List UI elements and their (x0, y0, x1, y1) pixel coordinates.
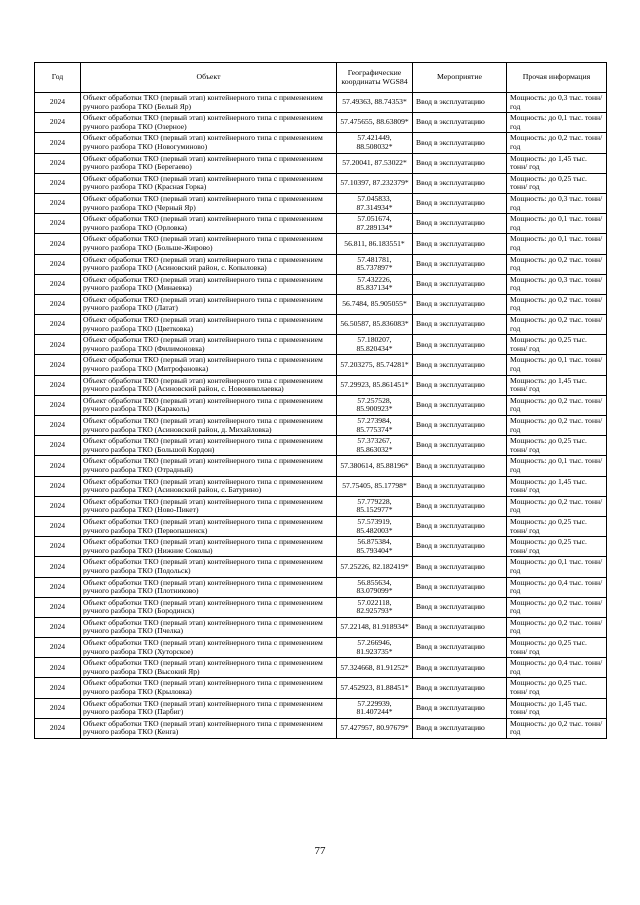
table-row (35, 315, 607, 335)
cell-year: 2024 (35, 274, 81, 294)
cell-info: Мощность: до 0,3 тыс. тонн/ год (507, 93, 607, 113)
table-row (35, 456, 607, 476)
cell-event: Ввод в эксплуатацию (413, 456, 507, 476)
table-row (35, 133, 607, 153)
cell-event: Ввод в эксплуатацию (413, 416, 507, 436)
cell-coords: 57.022118, 82.925793* (337, 597, 413, 617)
cell-object: Объект обработки ТКО (первый этап) контейнерного типа с применением ручного разбора ТКО (Митрофановка) (81, 355, 337, 375)
cell-info: Мощность: до 0,25 тыс. тонн/ год (507, 638, 607, 658)
cell-object: Объект обработки ТКО (первый этап) контейнерного типа с применением ручного разбора ТКО (Черный Яр) (81, 193, 337, 213)
cell-event: Ввод в эксплуатацию (413, 315, 507, 335)
cell-year: 2024 (35, 577, 81, 597)
cell-coords: 57.25226, 82.182419* (337, 557, 413, 577)
table-row (35, 153, 607, 173)
cell-year: 2024 (35, 638, 81, 658)
cell-coords: 57.266946, 81.923735* (337, 638, 413, 658)
cell-object: Объект обработки ТКО (первый этап) контейнерного типа с применением ручного разбора ТКО (Филимоновка) (81, 335, 337, 355)
cell-object: Объект обработки ТКО (первый этап) контейнерного типа с применением ручного разбора ТКО (Озерное) (81, 113, 337, 133)
cell-event: Ввод в эксплуатацию (413, 658, 507, 678)
cell-info: Мощность: до 0,1 тыс. тонн/ год (507, 113, 607, 133)
cell-info: Мощность: до 0,3 тыс. тонн/ год (507, 274, 607, 294)
cell-year: 2024 (35, 597, 81, 617)
facilities-table (34, 62, 607, 739)
cell-info: Мощность: до 0,2 тыс. тонн/ год (507, 617, 607, 637)
table-row (35, 214, 607, 234)
cell-event: Ввод в эксплуатацию (413, 375, 507, 395)
page-number: 77 (314, 845, 326, 857)
cell-info: Мощность: до 0,2 тыс. тонн/ год (507, 294, 607, 314)
table-row (35, 355, 607, 375)
cell-object: Объект обработки ТКО (первый этап) контейнерного типа с применением ручного разбора ТКО (Больше-Жирово) (81, 234, 337, 254)
table-row (35, 678, 607, 698)
cell-info: Мощность: до 0,2 тыс. тонн/ год (507, 254, 607, 274)
cell-object: Объект обработки ТКО (первый этап) контейнерного типа с применением ручного разбора ТКО (Крыловка) (81, 678, 337, 698)
cell-info: Мощность: до 0,25 тыс. тонн/ год (507, 678, 607, 698)
cell-event: Ввод в эксплуатацию (413, 718, 507, 738)
cell-year: 2024 (35, 516, 81, 536)
cell-coords: 57.257528, 85.900923* (337, 395, 413, 415)
cell-object: Объект обработки ТКО (первый этап) контейнерного типа с применением ручного разбора ТКО (Латат) (81, 294, 337, 314)
table-row (35, 597, 607, 617)
cell-year: 2024 (35, 375, 81, 395)
cell-coords: 57.045833, 87.314934* (337, 193, 413, 213)
cell-object: Объект обработки ТКО (первый этап) контейнерного типа с применением ручного разбора ТКО (Плотниково) (81, 577, 337, 597)
cell-info: Мощность: до 0,2 тыс. тонн/ год (507, 133, 607, 153)
cell-event: Ввод в эксплуатацию (413, 214, 507, 234)
cell-info: Мощность: до 0,2 тыс. тонн/ год (507, 496, 607, 516)
cell-object: Объект обработки ТКО (первый этап) контейнерного типа с применением ручного разбора ТКО (Отрадный) (81, 456, 337, 476)
table-row (35, 577, 607, 597)
table-row (35, 416, 607, 436)
cell-year: 2024 (35, 234, 81, 254)
cell-event: Ввод в эксплуатацию (413, 173, 507, 193)
cell-coords: 57.75405, 85.17798* (337, 476, 413, 496)
table-row (35, 698, 607, 718)
cell-coords: 57.380614, 85.88196* (337, 456, 413, 476)
cell-info: Мощность: до 1,45 тыс. тонн/ год (507, 375, 607, 395)
cell-object: Объект обработки ТКО (первый этап) контейнерного типа с применением ручного разбора ТКО (Нижние Соколы) (81, 537, 337, 557)
cell-object: Объект обработки ТКО (первый этап) контейнерного типа с применением ручного разбора ТКО (Высокий Яр) (81, 658, 337, 678)
cell-coords: 56.855634, 83.079099* (337, 577, 413, 597)
cell-year: 2024 (35, 456, 81, 476)
cell-coords: 56.875384, 85.793404* (337, 537, 413, 557)
cell-event: Ввод в эксплуатацию (413, 153, 507, 173)
cell-object: Объект обработки ТКО (первый этап) контейнерного типа с применением ручного разбора ТКО (Первопашенск) (81, 516, 337, 536)
table-row (35, 476, 607, 496)
cell-event: Ввод в эксплуатацию (413, 678, 507, 698)
cell-object: Объект обработки ТКО (первый этап) контейнерного типа с применением ручного разбора ТКО (Новогуминово) (81, 133, 337, 153)
cell-info: Мощность: до 0,2 тыс. тонн/ год (507, 597, 607, 617)
header-year: Год (35, 63, 81, 93)
cell-info: Мощность: до 0,1 тыс. тонн/ год (507, 355, 607, 375)
cell-info: Мощность: до 0,2 тыс. тонн/ год (507, 395, 607, 415)
cell-year: 2024 (35, 718, 81, 738)
cell-info: Мощность: до 0,4 тыс. тонн/ год (507, 658, 607, 678)
cell-year: 2024 (35, 294, 81, 314)
cell-object: Объект обработки ТКО (первый этап) контейнерного типа с применением ручного разбора ТКО (Большой Кордон) (81, 436, 337, 456)
cell-year: 2024 (35, 436, 81, 456)
table-row (35, 638, 607, 658)
cell-coords: 57.421449, 88.508032* (337, 133, 413, 153)
cell-year: 2024 (35, 153, 81, 173)
cell-object: Объект обработки ТКО (первый этап) контейнерного типа с применением ручного разбора ТКО (Цветковка) (81, 315, 337, 335)
cell-year: 2024 (35, 395, 81, 415)
cell-event: Ввод в эксплуатацию (413, 193, 507, 213)
cell-coords: 57.49363, 88.74353* (337, 93, 413, 113)
cell-event: Ввод в эксплуатацию (413, 234, 507, 254)
cell-event: Ввод в эксплуатацию (413, 294, 507, 314)
header-info: Прочая информация (507, 63, 607, 93)
cell-event: Ввод в эксплуатацию (413, 557, 507, 577)
cell-info: Мощность: до 0,1 тыс. тонн/ год (507, 557, 607, 577)
table-row (35, 173, 607, 193)
cell-year: 2024 (35, 678, 81, 698)
table-row (35, 718, 607, 738)
cell-year: 2024 (35, 658, 81, 678)
cell-info: Мощность: до 0,1 тыс. тонн/ год (507, 456, 607, 476)
cell-event: Ввод в эксплуатацию (413, 476, 507, 496)
cell-coords: 57.29923, 85.861451* (337, 375, 413, 395)
header-event: Мероприятие (413, 63, 507, 93)
cell-info: Мощность: до 0,25 тыс. тонн/ год (507, 173, 607, 193)
cell-event: Ввод в эксплуатацию (413, 113, 507, 133)
cell-coords: 57.452923, 81.88451* (337, 678, 413, 698)
cell-year: 2024 (35, 617, 81, 637)
cell-event: Ввод в эксплуатацию (413, 254, 507, 274)
cell-info: Мощность: до 0,4 тыс. тонн/ год (507, 577, 607, 597)
cell-event: Ввод в эксплуатацию (413, 355, 507, 375)
cell-coords: 57.481781, 85.737897* (337, 254, 413, 274)
cell-object: Объект обработки ТКО (первый этап) контейнерного типа с применением ручного разбора ТКО (Караколь) (81, 395, 337, 415)
table-row (35, 254, 607, 274)
cell-event: Ввод в эксплуатацию (413, 274, 507, 294)
cell-object: Объект обработки ТКО (первый этап) контейнерного типа с применением ручного разбора ТКО (Орловка) (81, 214, 337, 234)
cell-event: Ввод в эксплуатацию (413, 436, 507, 456)
table-row (35, 557, 607, 577)
table-row (35, 395, 607, 415)
cell-event: Ввод в эксплуатацию (413, 537, 507, 557)
cell-coords: 57.229939, 81.407244* (337, 698, 413, 718)
cell-info: Мощность: до 0,2 тыс. тонн/ год (507, 416, 607, 436)
table-row (35, 436, 607, 456)
cell-year: 2024 (35, 557, 81, 577)
cell-info: Мощность: до 0,25 тыс. тонн/ год (507, 436, 607, 456)
cell-year: 2024 (35, 93, 81, 113)
cell-coords: 57.273984, 85.775374* (337, 416, 413, 436)
cell-object: Объект обработки ТКО (первый этап) контейнерного типа с применением ручного разбора ТКО (Хуторское) (81, 638, 337, 658)
cell-year: 2024 (35, 113, 81, 133)
cell-coords: 57.10397, 87.232379* (337, 173, 413, 193)
table-row (35, 496, 607, 516)
cell-info: Мощность: до 1,45 тыс. тонн/ год (507, 698, 607, 718)
cell-event: Ввод в эксплуатацию (413, 133, 507, 153)
cell-object: Объект обработки ТКО (первый этап) контейнерного типа с применением ручного разбора ТКО (Ново-Пикет) (81, 496, 337, 516)
cell-object: Объект обработки ТКО (первый этап) контейнерного типа с применением ручного разбора ТКО (Кенга) (81, 718, 337, 738)
cell-object: Объект обработки ТКО (первый этап) контейнерного типа с применением ручного разбора ТКО (Минаевка) (81, 274, 337, 294)
cell-event: Ввод в эксплуатацию (413, 516, 507, 536)
cell-event: Ввод в эксплуатацию (413, 617, 507, 637)
cell-info: Мощность: до 0,3 тыс. тонн/ год (507, 193, 607, 213)
cell-coords: 57.22148, 81.918934* (337, 617, 413, 637)
cell-coords: 57.475655, 88.63809* (337, 113, 413, 133)
cell-year: 2024 (35, 214, 81, 234)
cell-object: Объект обработки ТКО (первый этап) контейнерного типа с применением ручного разбора ТКО (Асиновский район, с. Новониколаевка) (81, 375, 337, 395)
cell-object: Объект обработки ТКО (первый этап) контейнерного типа с применением ручного разбора ТКО (Красная Горка) (81, 173, 337, 193)
cell-coords: 57.051674, 87.289134* (337, 214, 413, 234)
table-row (35, 234, 607, 254)
cell-object: Объект обработки ТКО (первый этап) контейнерного типа с применением ручного разбора ТКО (Берегаево) (81, 153, 337, 173)
cell-event: Ввод в эксплуатацию (413, 698, 507, 718)
cell-info: Мощность: до 0,25 тыс. тонн/ год (507, 516, 607, 536)
cell-object: Объект обработки ТКО (первый этап) контейнерного типа с применением ручного разбора ТКО (Бородинск) (81, 597, 337, 617)
cell-event: Ввод в эксплуатацию (413, 395, 507, 415)
cell-event: Ввод в эксплуатацию (413, 335, 507, 355)
cell-object: Объект обработки ТКО (первый этап) контейнерного типа с применением ручного разбора ТКО (Асиновский район, с. Копыловка) (81, 254, 337, 274)
cell-coords: 56.50587, 85.836083* (337, 315, 413, 335)
table-row (35, 113, 607, 133)
cell-year: 2024 (35, 496, 81, 516)
header-object: Объект (81, 63, 337, 93)
cell-year: 2024 (35, 335, 81, 355)
cell-coords: 57.20041, 87.53022* (337, 153, 413, 173)
cell-info: Мощность: до 1,45 тыс. тонн/ год (507, 153, 607, 173)
table-row (35, 93, 607, 113)
cell-object: Объект обработки ТКО (первый этап) контейнерного типа с применением ручного разбора ТКО (Белый Яр) (81, 93, 337, 113)
table-row (35, 658, 607, 678)
table-row (35, 274, 607, 294)
table-row (35, 516, 607, 536)
cell-year: 2024 (35, 315, 81, 335)
cell-object: Объект обработки ТКО (первый этап) контейнерного типа с применением ручного разбора ТКО (Асиновский район, с. Батурино) (81, 476, 337, 496)
cell-year: 2024 (35, 133, 81, 153)
table-row (35, 537, 607, 557)
cell-event: Ввод в эксплуатацию (413, 93, 507, 113)
cell-year: 2024 (35, 476, 81, 496)
table-row (35, 193, 607, 213)
cell-object: Объект обработки ТКО (первый этап) контейнерного типа с применением ручного разбора ТКО (Асиновский район, д. Михайловка) (81, 416, 337, 436)
cell-info: Мощность: до 1,45 тыс. тонн/ год (507, 476, 607, 496)
cell-coords: 57.427957, 80.97679* (337, 718, 413, 738)
cell-object: Объект обработки ТКО (первый этап) контейнерного типа с применением ручного разбора ТКО (Подольск) (81, 557, 337, 577)
cell-year: 2024 (35, 698, 81, 718)
cell-object: Объект обработки ТКО (первый этап) контейнерного типа с применением ручного разбора ТКО (Пчелка) (81, 617, 337, 637)
cell-coords: 56.7484, 85.905055* (337, 294, 413, 314)
cell-year: 2024 (35, 355, 81, 375)
table-row (35, 617, 607, 637)
cell-info: Мощность: до 0,2 тыс. тонн/ год (507, 315, 607, 335)
cell-coords: 57.180207, 85.820434* (337, 335, 413, 355)
cell-year: 2024 (35, 254, 81, 274)
cell-event: Ввод в эксплуатацию (413, 638, 507, 658)
cell-info: Мощность: до 0,1 тыс. тонн/ год (507, 234, 607, 254)
table-header-row (35, 63, 607, 93)
cell-info: Мощность: до 0,25 тыс. тонн/ год (507, 537, 607, 557)
cell-event: Ввод в эксплуатацию (413, 597, 507, 617)
cell-info: Мощность: до 0,2 тыс. тонн/ год (507, 718, 607, 738)
cell-year: 2024 (35, 173, 81, 193)
table-row (35, 294, 607, 314)
table-row (35, 335, 607, 355)
cell-event: Ввод в эксплуатацию (413, 577, 507, 597)
cell-coords: 57.779228, 85.152977* (337, 496, 413, 516)
cell-object: Объект обработки ТКО (первый этап) контейнерного типа с применением ручного разбора ТКО (Парбиг) (81, 698, 337, 718)
header-coords: Географические координаты WGS84 (337, 63, 413, 93)
cell-info: Мощность: до 0,25 тыс. тонн/ год (507, 335, 607, 355)
cell-event: Ввод в эксплуатацию (413, 496, 507, 516)
cell-coords: 56.811, 86.183551* (337, 234, 413, 254)
cell-year: 2024 (35, 537, 81, 557)
cell-coords: 57.203275, 85.74281* (337, 355, 413, 375)
cell-coords: 57.573919, 85.482003* (337, 516, 413, 536)
table-row (35, 375, 607, 395)
cell-coords: 57.432226, 85.837134* (337, 274, 413, 294)
cell-info: Мощность: до 0,1 тыс. тонн/ год (507, 214, 607, 234)
cell-coords: 57.324668, 81.91252* (337, 658, 413, 678)
cell-coords: 57.373267, 85.863032* (337, 436, 413, 456)
cell-year: 2024 (35, 416, 81, 436)
cell-year: 2024 (35, 193, 81, 213)
